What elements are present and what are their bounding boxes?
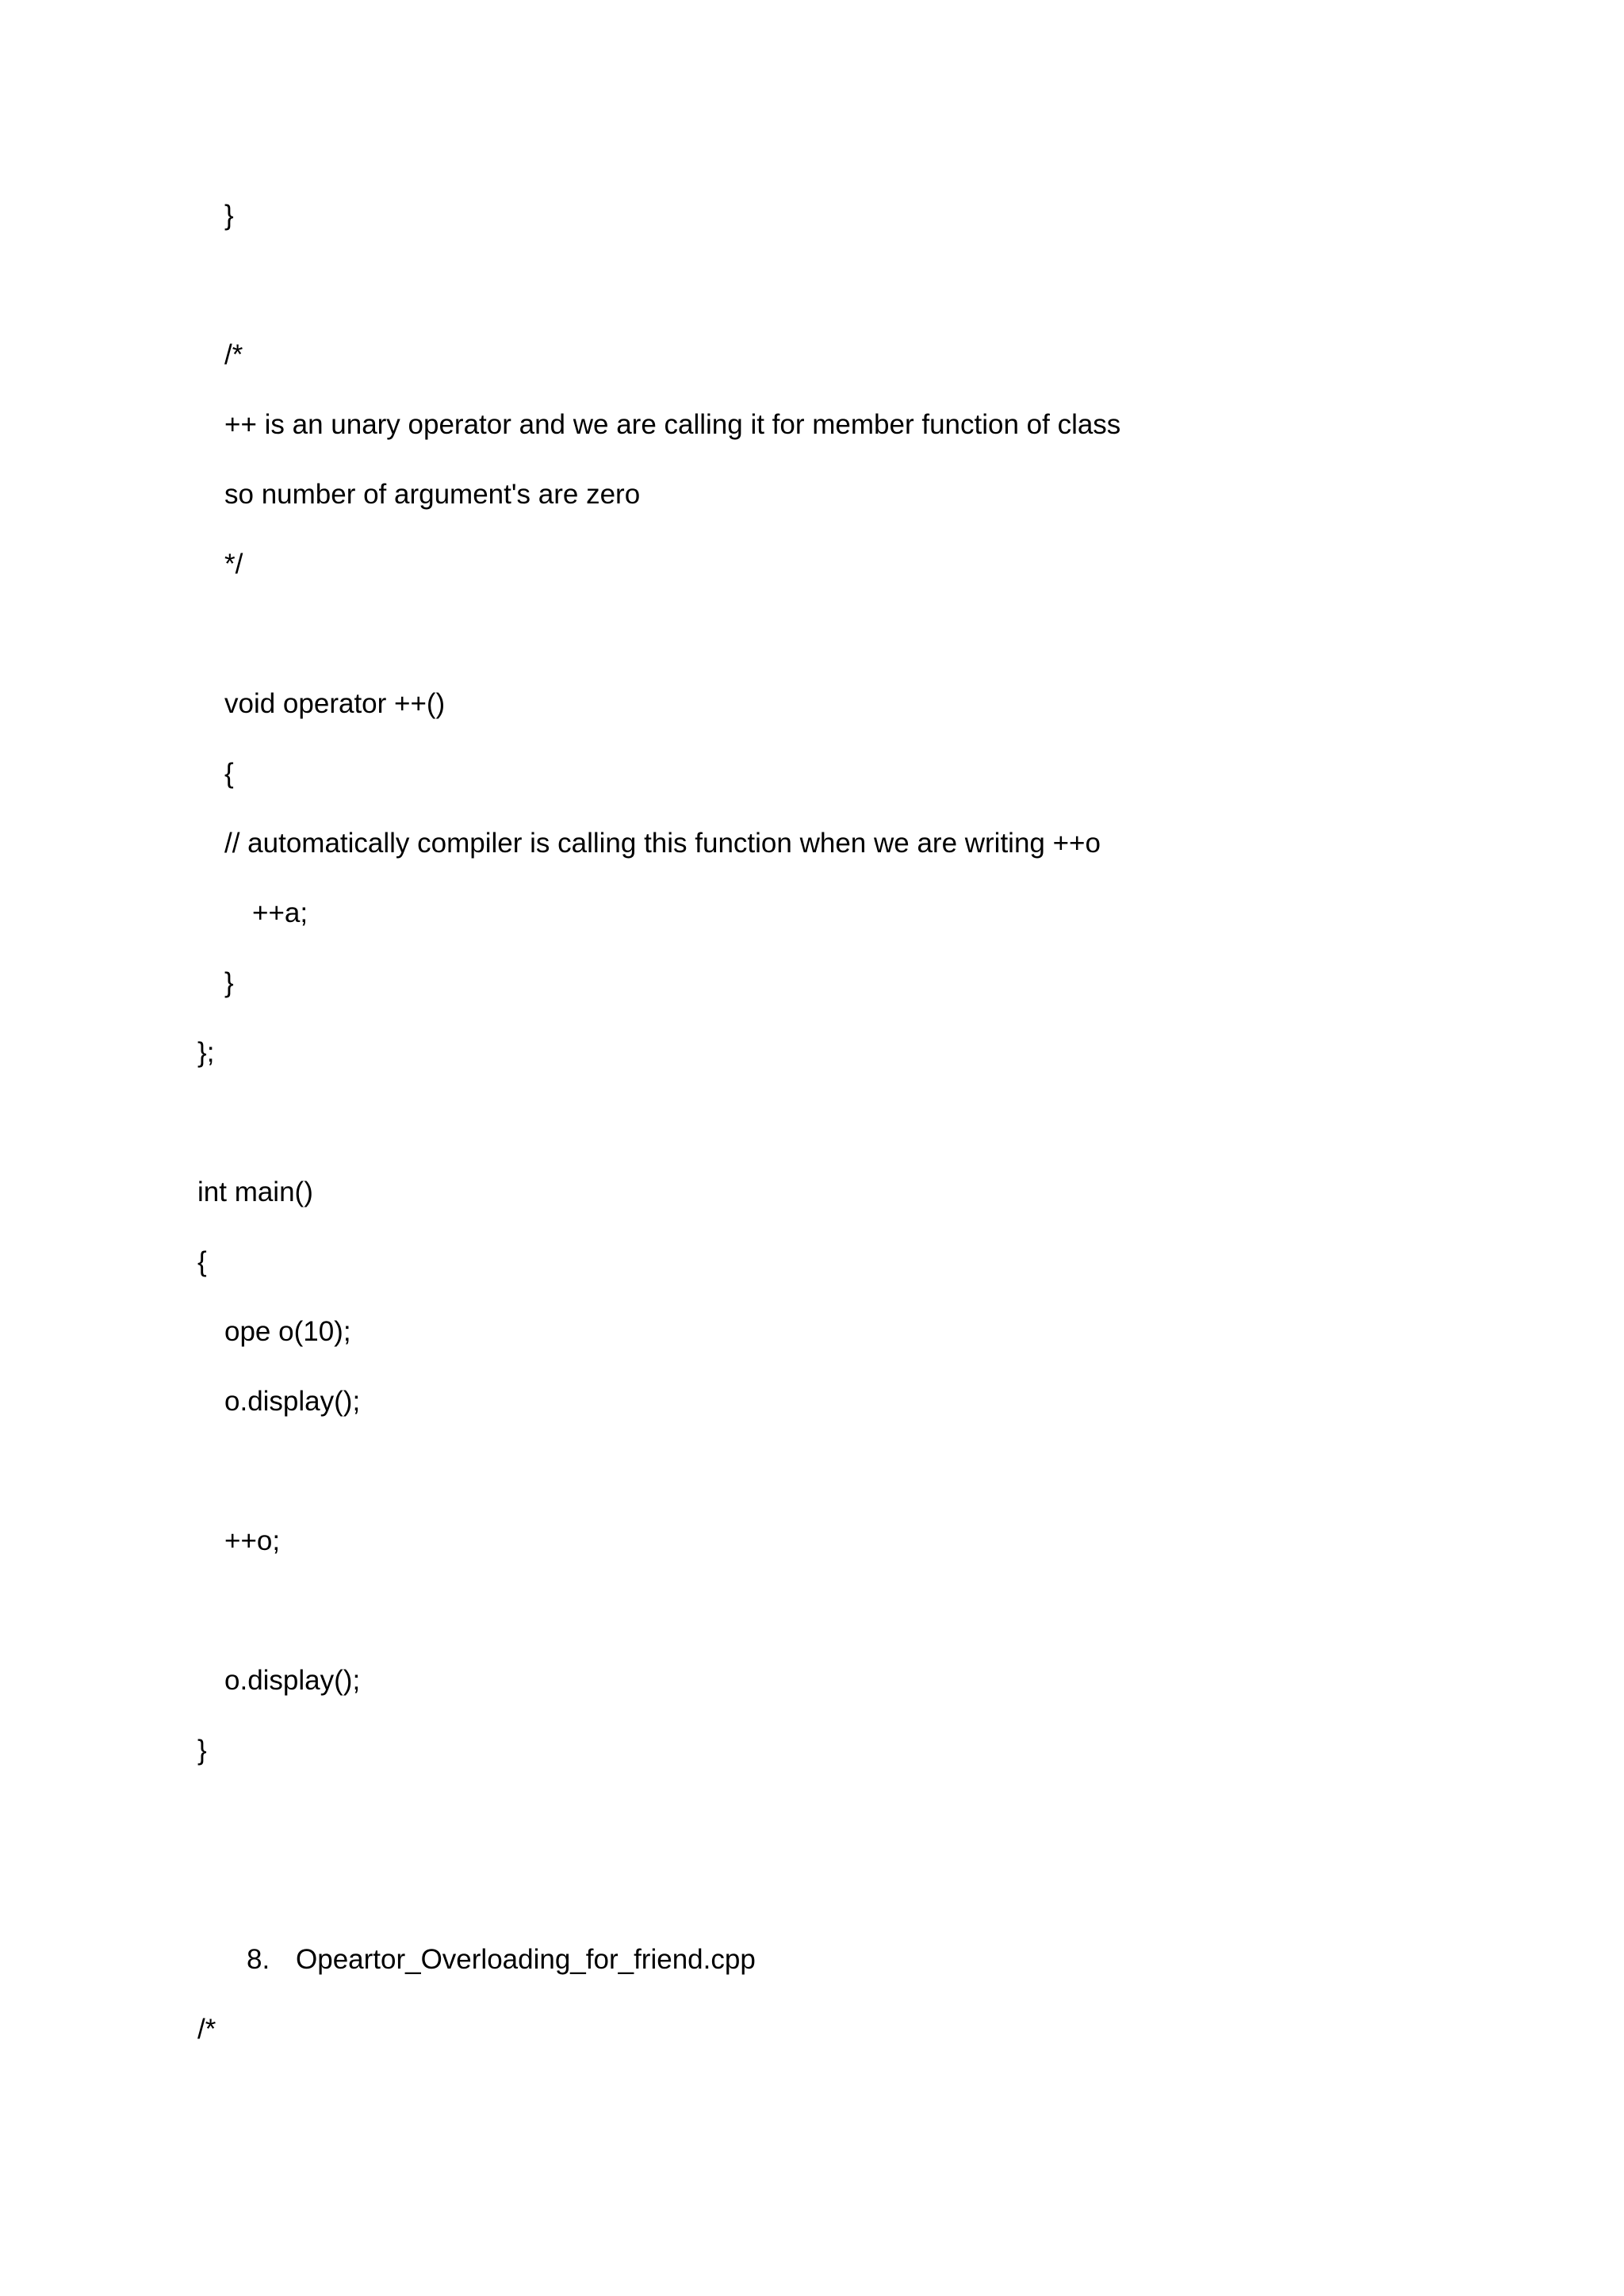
comment-line: ++ is an unary operator and we are calling it for member function of class (224, 409, 1121, 440)
code-line: int main() (197, 1177, 313, 1207)
code-line: o.display(); (224, 1665, 361, 1696)
code-line: { (224, 758, 234, 789)
comment-line: */ (224, 549, 243, 580)
code-line: }; (197, 1037, 215, 1068)
code-line: } (224, 200, 234, 231)
code-line: ope o(10); (224, 1316, 351, 1347)
code-line: o.display(); (224, 1386, 361, 1417)
comment-line: /* (197, 2014, 216, 2045)
code-line: ++o; (224, 1525, 281, 1556)
code-line: ++a; (252, 897, 308, 928)
list-item-filename: Opeartor_Overloading_for_friend.cpp (296, 1944, 756, 1975)
list-item-number: 8. (247, 1944, 270, 1975)
code-line: } (224, 967, 234, 998)
code-line: } (197, 1735, 207, 1766)
comment-line: // automatically compiler is calling this function when we are writing ++o (224, 828, 1101, 859)
comment-line: /* (224, 339, 243, 370)
code-line: void operator ++() (224, 688, 446, 719)
code-line: { (197, 1246, 207, 1277)
comment-line: so number of argument's are zero (224, 479, 641, 510)
